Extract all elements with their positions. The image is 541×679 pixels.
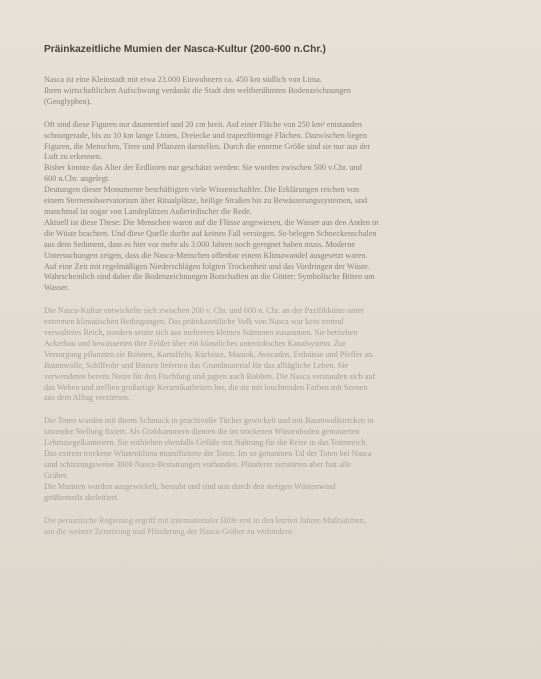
- text-line: Figuren, die Menschen, Tiere und Pflanzen darstellen. Durch die enorme Größe sind sie nur aus der: [44, 141, 371, 151]
- text-line: um die weitere Zerstörung und Plünderung der Nasca-Gräber zu verhindern.: [44, 526, 295, 536]
- text-line: Aktuell ist diese These: Die Menschen waren auf die Flüsse angewiesen, die Wasser aus den Anden in: [44, 217, 379, 227]
- page-title: Präinkazeitliche Mumien der Nasca-Kultur (200-600 n.Chr.): [44, 44, 326, 55]
- paragraph-protection: [44, 516, 491, 538]
- text-line: extremen klimatischen Bedingungen. Das präinkazeitliche Volk von Nasca war kein zentral: [44, 317, 344, 327]
- text-line: schnurgerade, bis zu 10 km lange Linien, Dreiecke und trapezförmige Flächen. Dazwischen liegen: [44, 130, 367, 140]
- text-line: Luft zu erkennen.: [44, 152, 102, 162]
- text-line: Die Toten wurden mit ihrem Schmuck in prachtvolle Tücher gewickelt und mit Baumwollstricken in: [44, 416, 374, 426]
- text-line: Die Nasca-Kultur entwickelte sich zwischen 200 v. Chr. und 600 n. Chr. an der Pazifikküste unter: [44, 306, 364, 316]
- text-line: sitzender Stellung fixiert. Als Grabkammern dienten die im trockenen Wüstenboden gemauerten: [44, 427, 360, 437]
- text-line: Nasca ist eine Kleinstadt mit etwa 23.000 Einwohnern ca. 450 km südlich von Lima.: [44, 75, 322, 84]
- text-line: Wasser.: [44, 283, 70, 293]
- text-line: größtenteils skelettiert.: [44, 492, 120, 502]
- text-line: Ackerbau und bewässerten ihre Felder über ein künstliches unterirdisches Kanalsystem. Zur: [44, 338, 346, 348]
- text-line: verwaltetes Reich, sondern setzte sich aus mehreren kleinen Stämmen zusammen. Sie betrieben: [44, 328, 358, 338]
- text-line: Auf eine Zeit mit regelmäßigen Niederschlägen folgten Trockenheit und das Vordringen der Wüste.: [44, 261, 370, 271]
- text-line: einem Sternenobservatorium über Ritualplätze, heilige Straßen bis zu Bewässerungssystemen, und: [44, 196, 368, 206]
- text-line: Das extrem trockene Wüstenklima mumifizierte die Toten. Im so genannten Tal der Toten bei Nasca: [44, 449, 372, 459]
- paragraph-geoglyphs: [44, 120, 491, 295]
- text-line: (Geoglyphen).: [44, 96, 92, 106]
- text-line: Baumwolle, Schilfrohr und Binsen lieferten das Grundmaterial für das alltägliche Leben. Sie: [44, 360, 348, 370]
- text-line: das Weben und stellten großartige Keramikarbeiten her, die sie mit leuchtenden Farben mit Szenen: [44, 382, 368, 392]
- text-line: die Wüste brachten. Und diese Quelle durfte auf keinen Fall versiegen. So belegen Schneckenschalen: [44, 228, 377, 238]
- text-line: Wahrscheinlich sind daher die Bodenzeichnungen Botschaften an die Götter: Symbolische Bitten um: [44, 272, 375, 282]
- text-line: Untersuchungen zeigen, dass die Nasca-Menschen offenbar einem Klimawandel ausgesetzt waren.: [44, 250, 368, 260]
- text-line: manchmal ist sogar von Landeplätzen Außerirdischer die Rede.: [44, 206, 252, 216]
- text-line: Gräber.: [44, 470, 69, 480]
- text-line: Ihren wirtschaftlichen Aufschwung verdankt die Stadt den weltberühmten Bodenzeichnungen: [44, 85, 351, 95]
- text-line: aus dem Sediment, dass es hier vor mehr als 3.000 Jahren noch geregnet haben muss. Moderne: [44, 239, 356, 249]
- text-line: Oft sind diese Figuren nur daumentief und 20 cm breit. Auf einer Fläche von 250 km² entstanden: [44, 119, 362, 129]
- paragraph-intro: [44, 75, 491, 108]
- text-line: 600 n.Chr. angelegt.: [44, 174, 111, 184]
- text-line: Die Mumien wurden ausgewickelt, beraubt und sind nun durch den stetigen Wüstenwind: [44, 481, 336, 491]
- paragraph-burials: [44, 416, 491, 503]
- text-line: Lehmziegelkammern. Sie enthielten ebenfalls Gefäße mit Nahrung für die Reise in das Totenreich.: [44, 438, 368, 448]
- text-line: aus dem Alltag verzierten.: [44, 393, 130, 403]
- text-line: Deutungen dieser Monumente beschäftigten viele Wissenschaftler. Die Erklärungen reichen von: [44, 185, 360, 195]
- text-line: Die peruanische Regierung ergriff mit internationaler Hilfe erst in den letzten Jahren Maßnahmen,: [44, 515, 366, 525]
- text-line: sind schätzungsweise 3000 Nasca-Bestattungen vorhanden. Plünderer zerstörten aber fast alle: [44, 460, 351, 469]
- text-line: Bisher konnte das Alter der Erdlinien nur geschätzt werden: Sie wurden zwischen 500 v.Chr. und: [44, 163, 362, 173]
- text-line: Versorgung pflanzten sie Bohnen, Kartoffeln, Kürbisse, Maniok, Avocados, Erdnüsse und Pfeffer an.: [44, 349, 375, 359]
- paragraph-culture: [44, 306, 491, 404]
- text-line: verwendeten bereits Netze für den Fischfang und jagten auch Robben. Die Nasca verstanden sich auf: [44, 371, 376, 381]
